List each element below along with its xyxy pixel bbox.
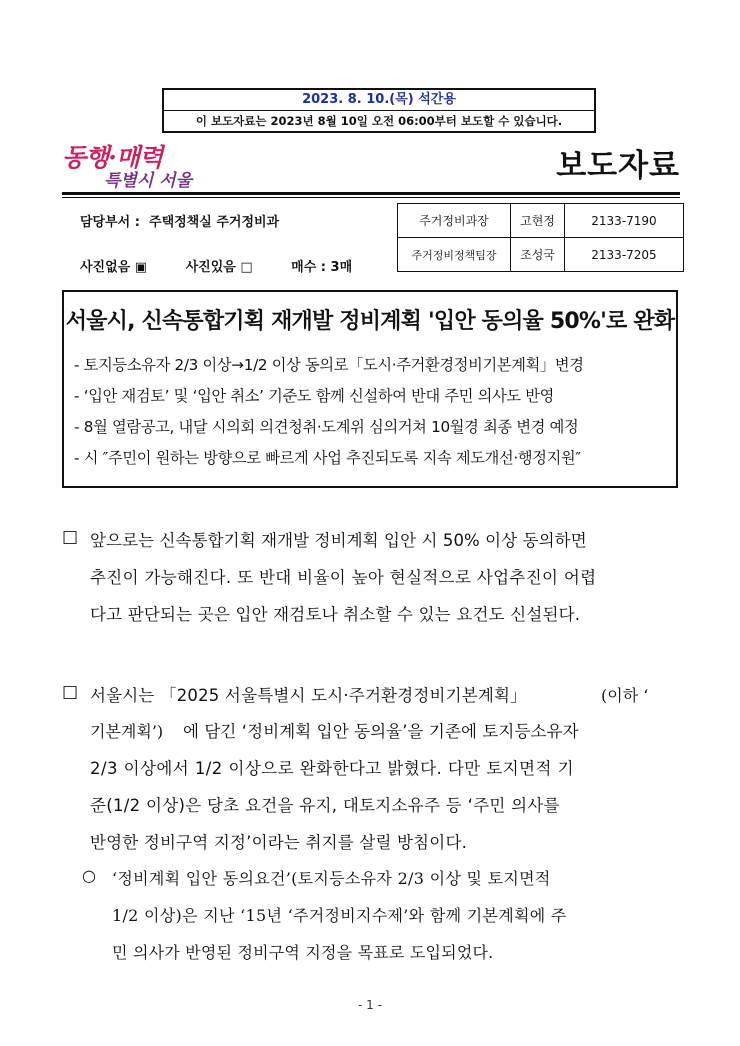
- subheadline-list: [74, 350, 584, 474]
- logo-city: 특별시 서울: [104, 171, 193, 191]
- contact-team: 주거정비정책팀장: [398, 238, 511, 272]
- headline-box: [62, 290, 678, 488]
- contact-phone: 2133-7205: [565, 238, 684, 272]
- contact-team: 주거정비과장: [398, 204, 511, 238]
- paragraph-line: 추진이 가능해진다. 또 반대 비율이 높아 현실적으로 사업추진이 어렵: [90, 568, 597, 587]
- subheadline: - 시 ″주민이 원하는 방향으로 빠르게 사업 추진되도록 지속 제도개선·행정지원″: [74, 449, 581, 467]
- contact-name: 고현정: [511, 204, 565, 238]
- paragraph-line: 앞으로는 신속통합기획 재개발 정비계획 입안 시 50% 이상 동의하면: [90, 531, 587, 550]
- contact-phone: 2133-7190: [565, 204, 684, 238]
- embargo-date: 2023. 8. 10.(목) 석간용: [164, 90, 594, 111]
- photo-info: [80, 256, 386, 275]
- table-row: [398, 238, 684, 272]
- subheadline: - 8월 열람공고, 내달 시의회 의견청취·도계위 심의거쳐 10월경 최종 변경 예정: [74, 418, 579, 436]
- subheadline: - 토지등소유자 2/3 이상→1/2 이상 동의로「도시·주거환경정비기본계획」변경: [74, 356, 584, 374]
- paragraph-line-serif: 민 의사가 반영된 정비구역 지정을 목표로 도입되었다.: [112, 943, 494, 962]
- photo-none: 사진없음 ▣: [80, 260, 148, 275]
- embargo-notice: 이 보도자료는 2023년 8월 10일 오전 06:00부터 보도할 수 있습니다.: [195, 114, 563, 128]
- contact-table: [397, 203, 684, 272]
- paragraph-line-serif: (이하 ‘: [601, 686, 649, 705]
- paragraph-line: 반영한 정비구역 지정’이라는 취지를 살릴 방침이다.: [90, 833, 468, 852]
- paragraph-line: 다고 판단되는 곳은 입안 재검토나 취소할 수 있는 요건도 신설된다.: [90, 605, 581, 624]
- paragraph-line-serif: ‘정비계획 입안 동의요건’(토지등소유자 2/3 이상 및 토지면적: [112, 869, 551, 888]
- logo-slogan: 동행·매력: [62, 143, 163, 172]
- paragraph-line: 2/3 이상에서 1/2 이상으로 완화한다고 밝혔다. 다만 토지면적 기: [90, 759, 575, 778]
- circle-bullet: ○: [82, 866, 96, 885]
- paragraph-line: 서울시는 「2025 서울특별시 도시·주거환경정비기본계획」: [90, 686, 527, 705]
- square-bullet: □: [62, 682, 79, 702]
- paragraph-line-serif: 기본계획’): [90, 722, 164, 741]
- contact-name: 조성국: [511, 238, 565, 272]
- table-row: [398, 204, 684, 238]
- square-bullet: □: [62, 527, 79, 547]
- photo-has: 사진있음 □: [185, 260, 253, 275]
- header-divider-thin: [62, 197, 680, 198]
- header-divider: [62, 192, 680, 195]
- press-release-title: 보도자료: [556, 148, 680, 184]
- subheadline: - ‘입안 재검토’ 및 ‘입안 취소’ 기준도 함께 신설하여 반대 주민 의사도 반영: [74, 387, 555, 405]
- page-number: - 1 -: [358, 998, 382, 1012]
- paragraph-line: 에 담긴 ‘정비계획 입안 동의율’을 기존에 토지등소유자: [183, 722, 579, 741]
- embargo-box: [162, 88, 596, 133]
- paragraph-line-serif: 1/2 이상)은 지난 ‘15년 ‘주거정비지수제’와 함께 기본계획에 주: [112, 906, 567, 925]
- headline: 서울시, 신속통합기획 재개발 정비계획 '입안 동의율 50%'로 완화: [65, 309, 675, 334]
- seoul-logo: [62, 138, 202, 196]
- paragraph-line: 준(1/2 이상)은 당초 요건을 유지, 대토지소유주 등 ‘주민 의사를: [90, 796, 560, 815]
- page-count: 매수 : 3매: [291, 260, 353, 275]
- department: 담당부서 : 주택정책실 주거정비과: [80, 215, 280, 230]
